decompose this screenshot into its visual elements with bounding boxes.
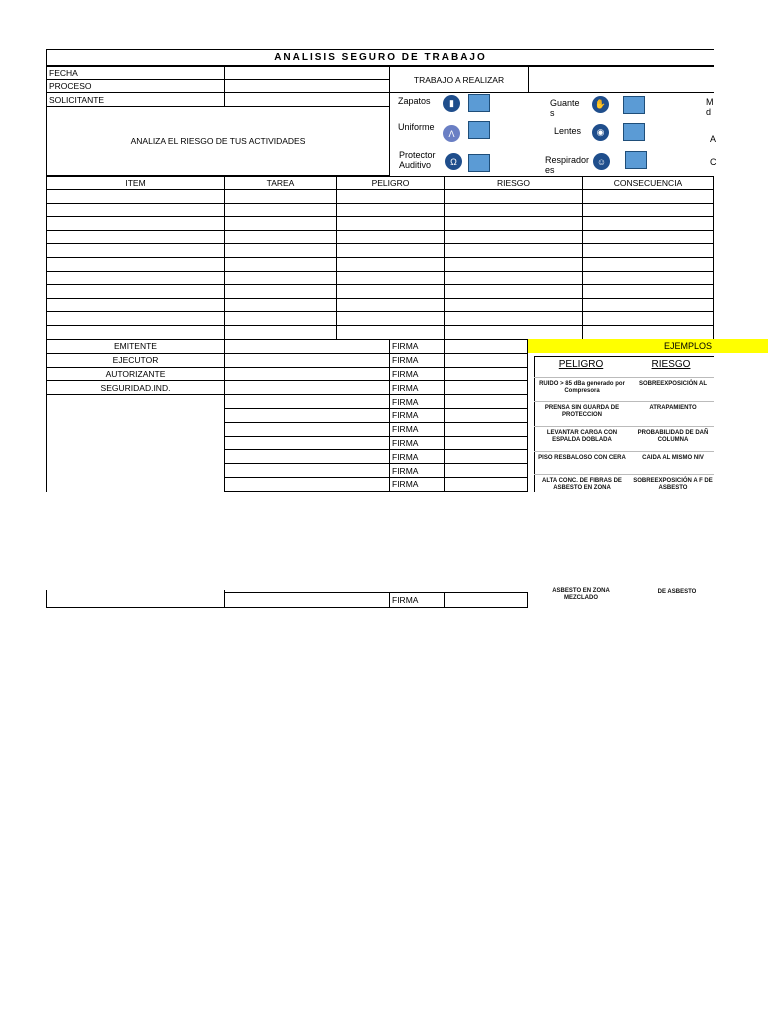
table-cell[interactable]	[444, 203, 583, 218]
table-cell[interactable]	[582, 325, 714, 340]
table-cell[interactable]	[336, 325, 445, 340]
ejemplo-peligro: PISO RESBALOSO CON CERA	[538, 455, 626, 461]
firma-label: FIRMA	[389, 422, 445, 437]
table-cell[interactable]	[336, 311, 445, 326]
ejemplo-row-divider	[534, 474, 714, 475]
lentes-checkbox[interactable]	[623, 123, 645, 141]
ejemplo-peligro: ALTA CONC. DE FIBRAS DE ASBESTO EN ZONA	[542, 478, 622, 491]
ppe-label-protector: Protector Auditivo	[399, 150, 436, 170]
proceso-label	[46, 79, 225, 93]
table-cell[interactable]	[224, 189, 337, 204]
table-cell[interactable]	[336, 257, 445, 272]
uniforme-checkbox[interactable]	[468, 121, 490, 139]
goggles-icon: ◉	[592, 124, 609, 141]
table-cell[interactable]	[582, 216, 714, 231]
signature-role: EJECUTOR	[46, 353, 225, 368]
signature-name-field[interactable]	[224, 380, 390, 395]
glove-icon: ✋	[592, 96, 609, 113]
table-cell[interactable]	[46, 203, 225, 218]
fecha-field[interactable]	[224, 66, 390, 80]
table-cell[interactable]	[336, 298, 445, 313]
firma-label: FIRMA	[389, 367, 445, 382]
firma-label: FIRMA	[389, 436, 445, 451]
trabajo-text: TRABAJO A REALIZAR	[413, 74, 505, 85]
table-cell[interactable]	[224, 243, 337, 258]
firma-label: FIRMA	[389, 394, 445, 409]
signature-role: SEGURIDAD.IND.	[46, 380, 225, 395]
analiza-box	[46, 106, 390, 176]
ejemplo-riesgo: SOBREEXPOSICIÓN A F DE ASBESTO	[633, 478, 713, 491]
table-cell[interactable]	[444, 284, 583, 299]
ejemplo-row-divider	[534, 401, 714, 402]
signature-name-field[interactable]	[224, 449, 390, 464]
table-cell[interactable]	[444, 325, 583, 340]
firma-field[interactable]	[444, 380, 528, 395]
table-cell[interactable]	[224, 216, 337, 231]
firma-field[interactable]	[444, 353, 528, 368]
col-header-riesgo	[444, 176, 583, 190]
ejemplo-riesgo: CAIDA AL MISMO NIV	[642, 455, 704, 461]
trabajo-field[interactable]	[528, 66, 714, 93]
col-header-tarea	[224, 176, 337, 190]
firma-label: FIRMA	[389, 353, 445, 368]
ejemplo-riesgo: PROBABILIDAD DE DAÑ COLUMNA	[637, 430, 709, 443]
guantes-checkbox[interactable]	[623, 96, 645, 114]
ejemplo-row-divider	[534, 451, 714, 452]
firma-label: FIRMA	[389, 380, 445, 395]
table-cell[interactable]	[444, 271, 583, 286]
table-cell[interactable]	[336, 243, 445, 258]
table-cell[interactable]	[46, 257, 225, 272]
signature-role: EMITENTE	[46, 339, 225, 354]
ejemplo-row-divider	[534, 377, 714, 378]
ejemplos-header	[528, 339, 768, 353]
table-cell[interactable]	[336, 203, 445, 218]
table-cell[interactable]	[46, 216, 225, 231]
trabajo-label	[389, 66, 529, 93]
form-title	[46, 49, 714, 66]
signature-name-field[interactable]	[224, 463, 390, 478]
table-cell[interactable]	[336, 189, 445, 204]
col-peligro-text: PELIGRO	[371, 178, 410, 188]
firma-field[interactable]	[444, 449, 528, 464]
table-cell[interactable]	[582, 298, 714, 313]
solicitante-label	[46, 92, 225, 107]
proceso-field[interactable]	[224, 79, 390, 93]
signature-name-field[interactable]	[224, 477, 390, 492]
table-cell[interactable]	[582, 257, 714, 272]
table-cell[interactable]	[46, 189, 225, 204]
page-gap	[0, 492, 768, 590]
firma-label: FIRMA	[389, 477, 445, 492]
firma-label: FIRMA	[389, 339, 445, 354]
ppe-cut-label-d: C	[710, 157, 717, 167]
bottom-firma-field[interactable]	[444, 592, 528, 608]
table-cell[interactable]	[444, 243, 583, 258]
firma-field[interactable]	[444, 394, 528, 409]
table-cell[interactable]	[582, 243, 714, 258]
firma-field[interactable]	[444, 463, 528, 478]
bottom-integrante-field[interactable]	[224, 592, 390, 608]
table-cell[interactable]	[336, 284, 445, 299]
col-header-item	[46, 176, 225, 190]
table-cell[interactable]	[224, 271, 337, 286]
table-cell[interactable]	[336, 230, 445, 245]
bottom-left-border	[46, 590, 47, 608]
table-cell[interactable]	[224, 230, 337, 245]
ejemplo-peligro: PRENSA SIN GUARDA DE PROTECCION	[544, 405, 620, 418]
ppe-label-respirador: Respirador es	[545, 155, 590, 175]
table-cell[interactable]	[582, 284, 714, 299]
table-cell[interactable]	[224, 325, 337, 340]
table-cell[interactable]	[582, 271, 714, 286]
table-cell[interactable]	[444, 298, 583, 313]
firma-field[interactable]	[444, 477, 528, 492]
bottom-firma-label	[389, 592, 445, 608]
fecha-label	[46, 66, 225, 80]
table-cell[interactable]	[46, 230, 225, 245]
firma-field[interactable]	[444, 367, 528, 382]
table-cell[interactable]	[444, 257, 583, 272]
ppe-label-uniforme: Uniforme	[398, 122, 435, 132]
table-cell[interactable]	[336, 271, 445, 286]
ejemplo-peligro: RUIDO > 85 dBa generado por Compresora	[539, 381, 625, 394]
ppe-label-zapatos: Zapatos	[398, 96, 431, 106]
table-cell[interactable]	[444, 230, 583, 245]
ejemplos-peligro-header: PELIGRO	[558, 359, 604, 370]
firma-field[interactable]	[444, 339, 528, 354]
ppe-label-lentes: Lentes	[554, 126, 582, 136]
signature-name-field[interactable]	[224, 367, 390, 382]
proceso-text: PROCESO	[49, 81, 92, 91]
signature-name-field[interactable]	[224, 408, 390, 423]
table-cell[interactable]	[46, 271, 225, 286]
firma-field[interactable]	[444, 422, 528, 437]
solicitante-field[interactable]	[224, 92, 390, 107]
col-consecuencia-text: CONSECUENCIA	[613, 178, 683, 188]
firma-label: FIRMA	[389, 463, 445, 478]
firma-label: FIRMA	[389, 408, 445, 423]
table-cell[interactable]	[444, 311, 583, 326]
table-cell[interactable]	[582, 203, 714, 218]
table-cell[interactable]	[224, 203, 337, 218]
ejemplo-row-divider	[534, 426, 714, 427]
table-cell[interactable]	[582, 311, 714, 326]
firma-field[interactable]	[444, 408, 528, 423]
signature-role: AUTORIZANTE	[46, 367, 225, 382]
signature-name-field[interactable]	[224, 422, 390, 437]
signature-name-field[interactable]	[224, 436, 390, 451]
table-cell[interactable]	[224, 257, 337, 272]
table-cell[interactable]	[582, 230, 714, 245]
col-header-consecuencia	[582, 176, 714, 190]
ppe-cut-label-c: A	[710, 134, 717, 144]
table-cell[interactable]	[46, 325, 225, 340]
fecha-text: FECHA	[49, 68, 78, 78]
table-cell[interactable]	[46, 284, 225, 299]
bottom-ejemplo-riesgo: DE ASBESTO	[657, 589, 697, 595]
col-item-text: ITEM	[125, 178, 146, 188]
respirador-checkbox[interactable]	[625, 151, 647, 169]
bottom-ejemplo-peligro: ASBESTO EN ZONA MEZCLADO	[552, 588, 610, 601]
table-cell[interactable]	[224, 311, 337, 326]
ejemplo-peligro: LEVANTAR CARGA CON ESPALDA DOBLADA	[546, 430, 618, 443]
table-cell[interactable]	[46, 311, 225, 326]
signature-name-field[interactable]	[224, 353, 390, 368]
table-cell[interactable]	[224, 284, 337, 299]
firma-field[interactable]	[444, 436, 528, 451]
table-cell[interactable]	[46, 298, 225, 313]
signature-name-field[interactable]	[224, 339, 390, 354]
ppe-cut-label-b: d	[706, 107, 712, 117]
ppe-label-guantes: Guante s	[550, 98, 580, 118]
analiza-text: ANALIZA EL RIESGO DE TUS ACTIVIDADES	[130, 136, 306, 146]
ejemplo-riesgo: SOBREEXPOSICIÓN AL	[638, 381, 708, 387]
respirator-icon: ☺	[593, 153, 610, 170]
table-cell[interactable]	[582, 189, 714, 204]
coverall-icon: Λ	[443, 125, 460, 142]
ejemplo-riesgo: ATRAPAMIENTO	[649, 405, 697, 411]
table-cell[interactable]	[336, 216, 445, 231]
bottom-firma-text: FIRMA	[392, 595, 419, 605]
table-cell[interactable]	[444, 216, 583, 231]
col-riesgo-text: RIESGO	[496, 178, 531, 188]
zapatos-checkbox[interactable]	[468, 94, 490, 112]
table-cell[interactable]	[444, 189, 583, 204]
col-tarea-text: TAREA	[266, 178, 295, 188]
table-cell[interactable]	[224, 298, 337, 313]
table-cell[interactable]	[46, 243, 225, 258]
ejemplos-title: EJEMPLOS	[663, 341, 712, 351]
col-header-peligro	[336, 176, 445, 190]
signature-name-field[interactable]	[224, 394, 390, 409]
bottom-line	[46, 607, 225, 608]
ejemplos-riesgo-header: RIESGO	[651, 359, 691, 370]
ear-protection-icon: Ω	[445, 153, 462, 170]
form-title-text: ANALISIS SEGURO DE TRABAJO	[274, 52, 487, 63]
boot-icon: ▮	[443, 95, 460, 112]
protector-checkbox[interactable]	[468, 154, 490, 172]
solicitante-text: SOLICITANTE	[49, 94, 105, 105]
firma-label: FIRMA	[389, 449, 445, 464]
ppe-cut-label-a: M	[706, 97, 714, 107]
